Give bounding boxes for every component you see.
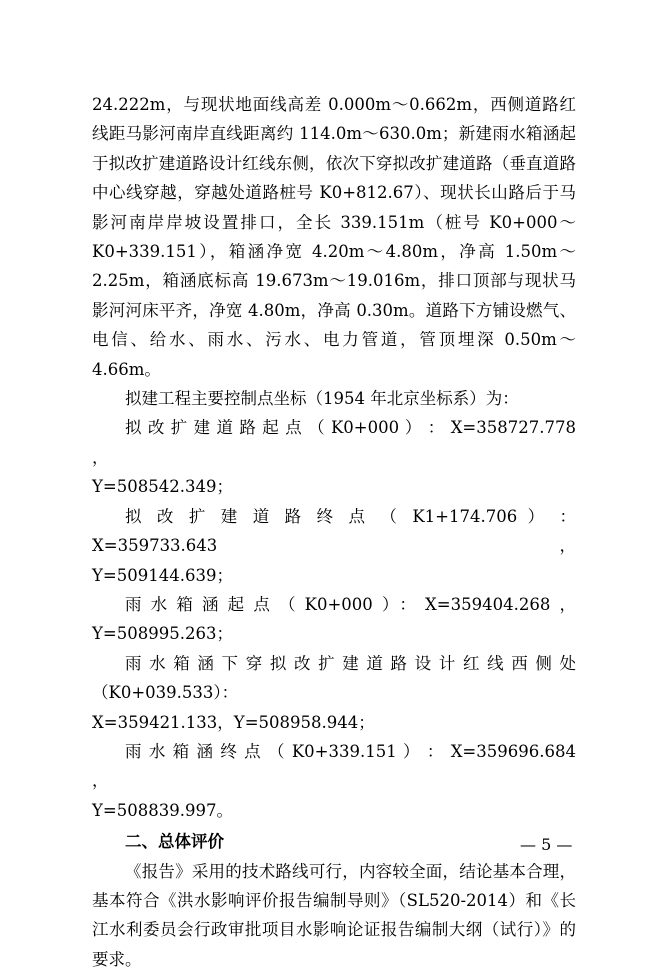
coord-road-start-line1: 拟 改 扩 建 道 路 起 点 （ K0+000 ） ： X=358727.778 ， [92,418,576,467]
paragraph-overall-evaluation: 《报告》采用的技术路线可行，内容较全面，结论基本合理，基本符合《洪水影响评价报告编制导则》（SL520-2014）和《长江水利委员会行政审批项目水影响论证报告编制大纲（试行）》的要求。 [92,861,576,969]
paragraph-project-description: 24.222m，与现状地面线高差 0.000m～0.662m，西侧道路红线距马影河南岸直线距离约 114.0m～630.0m；新建雨水箱涵起于拟改扩建道路设计红线东侧，依次下穿拟改扩建道路（垂直道路中心线穿越，穿越处道路桩号 K0+812.67）、现状长山路后于马影河南岸岸坡设置排口，全长 339.151m（桩号 K0+000～K0+339.151），箱涵净宽 4.20m～4.80m，净高 1.50m～2.25m，箱涵底标高 19.673m～19.016m，排口顶部与现状马影河河床平齐，净宽 4.80m，净高 0.30m。道路下方铺设燃气、电信、给水、雨水、污水、电力管道，管顶埋深 0.50m～4.66m。 [92,95,576,379]
page-number: — 5 — [520,835,573,854]
coord-culvert-end-line2: Y=508839.997。 [92,800,233,820]
document-body [92,90,576,974]
coord-road-start-line2: Y=508542.349； [92,477,233,497]
coord-culvert-start: 雨水箱涵起点（K0+000）：X=359404.268，Y=508995.263； [92,594,576,644]
coord-road-end-line2: Y=509144.639； [92,565,233,585]
coord-culvert-crossing-line2: X=359421.133，Y=508958.944； [92,712,375,732]
section-heading: 二、总体评价 [125,832,224,852]
coord-culvert-crossing-line1: 雨水箱涵下穿拟改扩建道路设计红线西侧处（K0+039.533）： [92,653,576,703]
coord-road-end-line1: 拟 改 扩 建 道 路 终 点 （ K1+174.706 ） ： X=359733.643 ， [92,506,576,556]
coord-culvert-end-line1: 雨 水 箱 涵 终 点 （ K0+339.151 ） ： X=359696.684 ， [92,741,576,791]
paragraph-control-points-intro: 拟建工程主要控制点坐标（1954 年北京坐标系）为： [125,389,519,409]
